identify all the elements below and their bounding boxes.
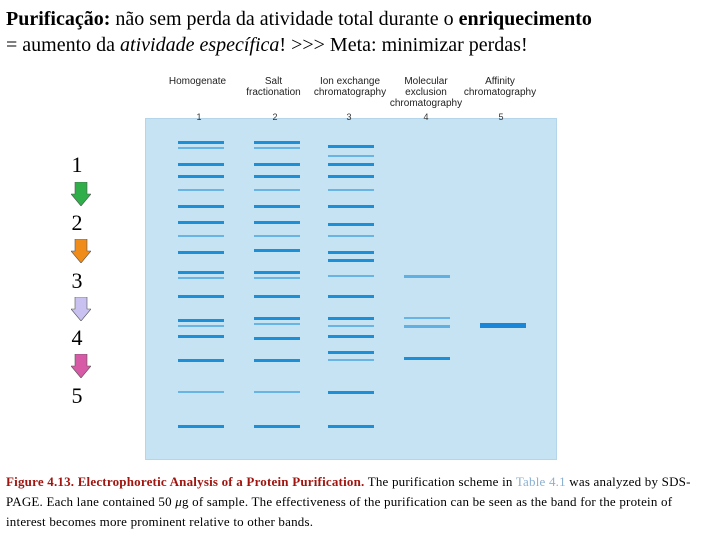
step-number-5: 5: [71, 383, 83, 408]
gel-band: [328, 175, 374, 178]
gel-band: [254, 205, 300, 208]
gel-band: [328, 205, 374, 208]
lane-number-3: 3: [346, 112, 352, 122]
gel-band: [328, 359, 374, 361]
gel-band: [328, 325, 374, 327]
gel-band: [404, 357, 450, 360]
gel-band: [328, 155, 374, 157]
gel-band: [254, 277, 300, 279]
gel-band: [178, 325, 224, 327]
gel-band: [254, 235, 300, 237]
caption-text-3: g of sample. The effectiveness of the purification can be seen as the band for the protein of interest becomes more prominent relative to other bands.: [6, 494, 673, 529]
column-label-2: Salt fractionation: [246, 76, 301, 98]
slide-title: [6, 6, 718, 58]
title-text-3: ! >>> Meta: minimizar perdas!: [279, 34, 528, 56]
gel-band: [254, 221, 300, 224]
gel-band: [178, 319, 224, 322]
column-label-5: Affinity chromatography: [463, 76, 537, 98]
gel-band: [328, 391, 374, 394]
gel-band: [328, 189, 374, 191]
down-arrow-icon: [71, 239, 91, 263]
figure-caption: [6, 472, 714, 532]
gel-band: [178, 147, 224, 149]
lane-number-1: 1: [196, 112, 202, 122]
gel-band: [254, 425, 300, 428]
gel-band: [328, 163, 374, 166]
gel-band: [254, 189, 300, 191]
gel-band: [404, 325, 450, 328]
gel-band: [178, 391, 224, 393]
gel-band: [254, 147, 300, 149]
down-arrow-icon: [71, 182, 91, 206]
step-number-1: 1: [71, 152, 83, 177]
table-link[interactable]: Table 4.1: [515, 474, 566, 489]
title-bold-2: enriquecimento: [458, 8, 592, 30]
gel-band: [404, 317, 450, 319]
gel-band: [328, 223, 374, 226]
gel-band: [254, 323, 300, 325]
gel-band: [178, 277, 224, 279]
title-bold-1: Purificação:: [6, 8, 111, 30]
gel-band: [254, 271, 300, 274]
gel-band: [178, 189, 224, 191]
mu-symbol: μ: [175, 494, 182, 509]
gel-band: [254, 359, 300, 362]
gel-band: [254, 141, 300, 144]
gel-band: [328, 317, 374, 320]
down-arrow-icon: [71, 354, 91, 378]
gel-band: [328, 295, 374, 298]
caption-figure-title: Figure 4.13. Electrophoretic Analysis of a Protein Purification.: [6, 474, 365, 489]
gel-band: [178, 425, 224, 428]
lane-number-2: 2: [272, 112, 278, 122]
column-label-3: Ion exchange chromatography: [313, 76, 387, 98]
step-number-2: 2: [71, 210, 83, 235]
gel-band: [178, 235, 224, 237]
gel-band: [254, 317, 300, 320]
gel-band: [178, 205, 224, 208]
lane-number-5: 5: [498, 112, 504, 122]
down-arrow-icon: [71, 297, 91, 321]
gel-band: [178, 141, 224, 144]
gel-band: [328, 335, 374, 338]
gel-band: [178, 175, 224, 178]
gel-band: [328, 251, 374, 254]
step-number-4: 4: [71, 325, 83, 350]
gel-band: [328, 235, 374, 237]
gel-band: [254, 249, 300, 252]
gel-band: [178, 221, 224, 224]
column-label-1: Homogenate: [168, 76, 227, 87]
gel-band: [328, 275, 374, 277]
gel-band: [404, 275, 450, 278]
sds-page-gel: [145, 118, 557, 460]
gel-band: [328, 259, 374, 262]
gel-band: [328, 351, 374, 354]
gel-band: [254, 163, 300, 166]
gel-band: [480, 323, 526, 328]
title-text-2: = aumento da: [6, 34, 121, 56]
gel-band: [178, 335, 224, 338]
gel-band: [254, 175, 300, 178]
gel-band: [178, 163, 224, 166]
gel-band: [254, 295, 300, 298]
gel-band: [328, 425, 374, 428]
title-text-1: não sem perda da atividade total durante o: [110, 8, 459, 30]
gel-band: [254, 391, 300, 393]
caption-text-1: The purification scheme in: [364, 474, 516, 489]
gel-band: [178, 271, 224, 274]
gel-band: [178, 359, 224, 362]
column-label-4: Molecular exclusion chromatography: [389, 76, 463, 109]
step-number-3: 3: [71, 268, 83, 293]
gel-band: [178, 251, 224, 254]
gel-band: [328, 145, 374, 148]
gel-band: [178, 295, 224, 298]
caption-text-2: was analyzed by SDS-PAGE. Each lane contained 50: [6, 474, 691, 509]
gel-band: [254, 337, 300, 340]
title-italic: atividade específica: [120, 34, 280, 56]
lane-number-4: 4: [423, 112, 429, 122]
